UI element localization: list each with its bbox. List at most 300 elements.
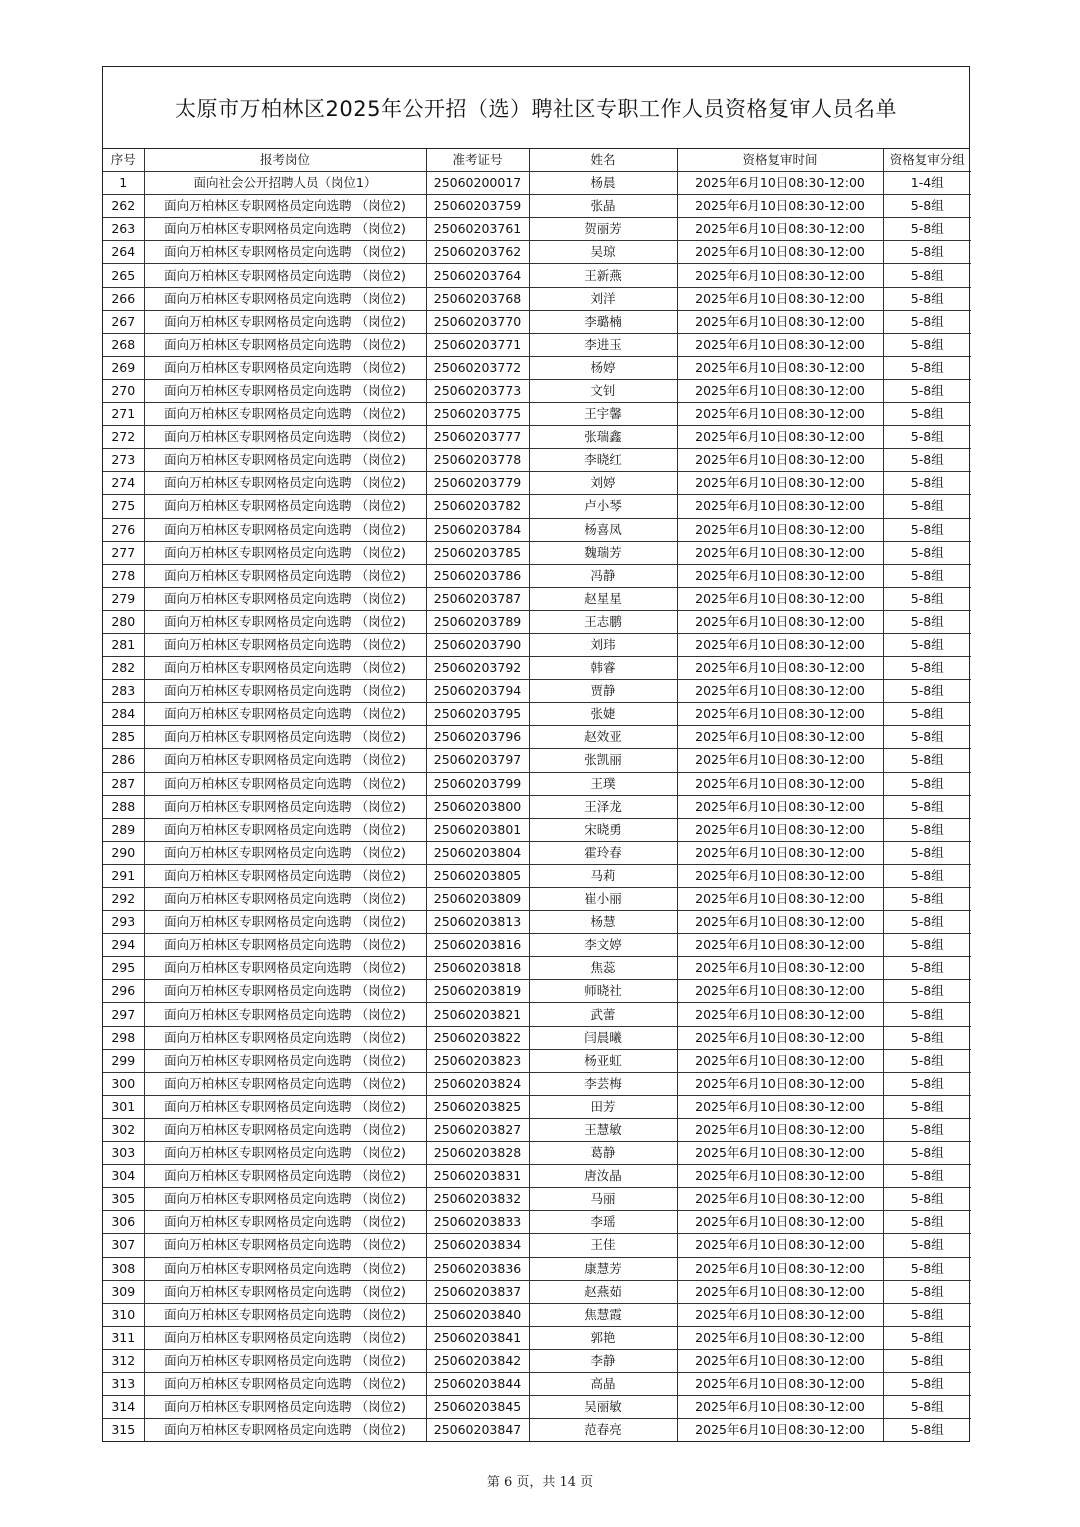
cell-index: 303 [103, 1142, 144, 1165]
cell-index: 302 [103, 1118, 144, 1141]
cell-position: 面向万柏林区专职网格员定向选聘 （岗位2) [144, 888, 426, 911]
cell-review-group: 5-8组 [883, 195, 971, 218]
cell-ticket-number: 25060203821 [426, 1003, 529, 1026]
cell-review-time: 2025年6月10日08:30-12:00 [677, 818, 883, 841]
cell-review-group: 5-8组 [883, 1419, 971, 1442]
cell-review-group: 5-8组 [883, 888, 971, 911]
cell-review-group: 5-8组 [883, 541, 971, 564]
cell-review-group: 5-8组 [883, 772, 971, 795]
cell-index: 281 [103, 633, 144, 656]
table-row [103, 310, 971, 333]
cell-name: 王宇馨 [529, 403, 677, 426]
cell-review-group: 5-8组 [883, 518, 971, 541]
cell-position: 面向万柏林区专职网格员定向选聘 （岗位2) [144, 657, 426, 680]
cell-review-time: 2025年6月10日08:30-12:00 [677, 864, 883, 887]
cell-position: 面向万柏林区专职网格员定向选聘 （岗位2) [144, 587, 426, 610]
cell-position: 面向万柏林区专职网格员定向选聘 （岗位2) [144, 934, 426, 957]
cell-position: 面向社会公开招聘人员（岗位1） [144, 172, 426, 195]
cell-position: 面向万柏林区专职网格员定向选聘 （岗位2) [144, 1280, 426, 1303]
cell-index: 299 [103, 1049, 144, 1072]
header-name: 姓名 [529, 149, 677, 172]
table-row [103, 1142, 971, 1165]
table-row [103, 1072, 971, 1095]
cell-review-group: 5-8组 [883, 218, 971, 241]
cell-name: 魏瑞芳 [529, 541, 677, 564]
cell-position: 面向万柏林区专职网格员定向选聘 （岗位2) [144, 564, 426, 587]
cell-name: 高晶 [529, 1372, 677, 1395]
cell-review-group: 5-8组 [883, 1280, 971, 1303]
cell-index: 313 [103, 1372, 144, 1395]
cell-ticket-number: 25060203844 [426, 1372, 529, 1395]
cell-name: 唐汝晶 [529, 1165, 677, 1188]
header-position: 报考岗位 [144, 149, 426, 172]
cell-ticket-number: 25060203792 [426, 657, 529, 680]
cell-position: 面向万柏林区专职网格员定向选聘 （岗位2) [144, 518, 426, 541]
table-row [103, 864, 971, 887]
table-row [103, 1372, 971, 1395]
cell-position: 面向万柏林区专职网格员定向选聘 （岗位2) [144, 1211, 426, 1234]
table-row [103, 680, 971, 703]
cell-index: 272 [103, 426, 144, 449]
table-row [103, 1280, 971, 1303]
cell-name: 闫晨曦 [529, 1026, 677, 1049]
cell-position: 面向万柏林区专职网格员定向选聘 （岗位2) [144, 1188, 426, 1211]
cell-ticket-number: 25060203786 [426, 564, 529, 587]
cell-index: 270 [103, 379, 144, 402]
cell-review-time: 2025年6月10日08:30-12:00 [677, 1095, 883, 1118]
cell-position: 面向万柏林区专职网格员定向选聘 （岗位2) [144, 772, 426, 795]
cell-review-time: 2025年6月10日08:30-12:00 [677, 1165, 883, 1188]
cell-name: 张晶 [529, 195, 677, 218]
cell-review-group: 5-8组 [883, 564, 971, 587]
cell-name: 杨慧 [529, 911, 677, 934]
cell-position: 面向万柏林区专职网格员定向选聘 （岗位2) [144, 980, 426, 1003]
cell-review-time: 2025年6月10日08:30-12:00 [677, 1419, 883, 1442]
cell-ticket-number: 25060203759 [426, 195, 529, 218]
cell-name: 崔小丽 [529, 888, 677, 911]
cell-name: 刘婷 [529, 472, 677, 495]
table-row [103, 172, 971, 195]
cell-position: 面向万柏林区专职网格员定向选聘 （岗位2) [144, 264, 426, 287]
cell-review-time: 2025年6月10日08:30-12:00 [677, 610, 883, 633]
cell-index: 288 [103, 795, 144, 818]
cell-ticket-number: 25060203782 [426, 495, 529, 518]
cell-name: 李静 [529, 1349, 677, 1372]
cell-review-time: 2025年6月10日08:30-12:00 [677, 172, 883, 195]
cell-review-group: 5-8组 [883, 1026, 971, 1049]
cell-name: 贾静 [529, 680, 677, 703]
cell-position: 面向万柏林区专职网格员定向选聘 （岗位2) [144, 957, 426, 980]
cell-ticket-number: 25060203789 [426, 610, 529, 633]
table-row [103, 1003, 971, 1026]
cell-index: 268 [103, 333, 144, 356]
cell-position: 面向万柏林区专职网格员定向选聘 （岗位2) [144, 472, 426, 495]
cell-position: 面向万柏林区专职网格员定向选聘 （岗位2) [144, 449, 426, 472]
cell-review-time: 2025年6月10日08:30-12:00 [677, 1003, 883, 1026]
cell-review-time: 2025年6月10日08:30-12:00 [677, 541, 883, 564]
cell-position: 面向万柏林区专职网格员定向选聘 （岗位2) [144, 1419, 426, 1442]
cell-review-group: 1-4组 [883, 172, 971, 195]
cell-ticket-number: 25060203773 [426, 379, 529, 402]
cell-position: 面向万柏林区专职网格员定向选聘 （岗位2) [144, 426, 426, 449]
table-row [103, 726, 971, 749]
cell-position: 面向万柏林区专职网格员定向选聘 （岗位2) [144, 241, 426, 264]
table-row [103, 1349, 971, 1372]
cell-ticket-number: 25060203819 [426, 980, 529, 1003]
table-row [103, 426, 971, 449]
cell-review-group: 5-8组 [883, 1165, 971, 1188]
cell-review-group: 5-8组 [883, 841, 971, 864]
table-row [103, 1234, 971, 1257]
cell-index: 301 [103, 1095, 144, 1118]
cell-ticket-number: 25060203762 [426, 241, 529, 264]
cell-ticket-number: 25060203833 [426, 1211, 529, 1234]
cell-name: 张瑞鑫 [529, 426, 677, 449]
cell-position: 面向万柏林区专职网格员定向选聘 （岗位2) [144, 287, 426, 310]
page-footer: 第 6 页，共 14 页 [486, 1475, 594, 1490]
cell-index: 309 [103, 1280, 144, 1303]
cell-review-group: 5-8组 [883, 1049, 971, 1072]
cell-ticket-number: 25060203828 [426, 1142, 529, 1165]
cell-name: 卢小琴 [529, 495, 677, 518]
cell-review-group: 5-8组 [883, 1211, 971, 1234]
cell-position: 面向万柏林区专职网格员定向选聘 （岗位2) [144, 726, 426, 749]
cell-ticket-number: 25060203787 [426, 587, 529, 610]
cell-index: 311 [103, 1326, 144, 1349]
cell-review-time: 2025年6月10日08:30-12:00 [677, 1326, 883, 1349]
cell-review-group: 5-8组 [883, 403, 971, 426]
cell-review-time: 2025年6月10日08:30-12:00 [677, 680, 883, 703]
table-row [103, 541, 971, 564]
cell-name: 李进玉 [529, 333, 677, 356]
cell-name: 王慧敏 [529, 1118, 677, 1141]
cell-ticket-number: 25060203785 [426, 541, 529, 564]
cell-name: 康慧芳 [529, 1257, 677, 1280]
cell-ticket-number: 25060203840 [426, 1303, 529, 1326]
cell-ticket-number: 25060203799 [426, 772, 529, 795]
cell-name: 葛静 [529, 1142, 677, 1165]
table-row [103, 1165, 971, 1188]
table-row [103, 957, 971, 980]
cell-ticket-number: 25060203837 [426, 1280, 529, 1303]
cell-position: 面向万柏林区专职网格员定向选聘 （岗位2) [144, 680, 426, 703]
candidate-table [103, 149, 971, 1441]
cell-index: 307 [103, 1234, 144, 1257]
cell-index: 276 [103, 518, 144, 541]
cell-ticket-number: 25060203831 [426, 1165, 529, 1188]
table-row [103, 911, 971, 934]
cell-index: 282 [103, 657, 144, 680]
table-row [103, 1049, 971, 1072]
cell-name: 刘玮 [529, 633, 677, 656]
cell-review-group: 5-8组 [883, 1188, 971, 1211]
cell-review-group: 5-8组 [883, 1303, 971, 1326]
cell-review-time: 2025年6月10日08:30-12:00 [677, 403, 883, 426]
table-row [103, 818, 971, 841]
cell-name: 王璞 [529, 772, 677, 795]
cell-position: 面向万柏林区专职网格员定向选聘 （岗位2) [144, 1396, 426, 1419]
cell-index: 305 [103, 1188, 144, 1211]
table-row [103, 703, 971, 726]
cell-review-time: 2025年6月10日08:30-12:00 [677, 356, 883, 379]
cell-review-group: 5-8组 [883, 980, 971, 1003]
cell-review-group: 5-8组 [883, 795, 971, 818]
table-row [103, 287, 971, 310]
cell-name: 王佳 [529, 1234, 677, 1257]
cell-ticket-number: 25060203784 [426, 518, 529, 541]
cell-name: 王泽龙 [529, 795, 677, 818]
table-row [103, 495, 971, 518]
cell-position: 面向万柏林区专职网格员定向选聘 （岗位2) [144, 1072, 426, 1095]
cell-name: 郭艳 [529, 1326, 677, 1349]
cell-position: 面向万柏林区专职网格员定向选聘 （岗位2) [144, 818, 426, 841]
cell-index: 300 [103, 1072, 144, 1095]
cell-ticket-number: 25060203761 [426, 218, 529, 241]
table-row [103, 795, 971, 818]
cell-ticket-number: 25060203834 [426, 1234, 529, 1257]
cell-review-time: 2025年6月10日08:30-12:00 [677, 564, 883, 587]
cell-index: 314 [103, 1396, 144, 1419]
cell-review-time: 2025年6月10日08:30-12:00 [677, 1396, 883, 1419]
cell-review-time: 2025年6月10日08:30-12:00 [677, 1142, 883, 1165]
cell-review-group: 5-8组 [883, 472, 971, 495]
cell-index: 262 [103, 195, 144, 218]
cell-name: 刘洋 [529, 287, 677, 310]
document-sheet [102, 66, 970, 1442]
cell-review-time: 2025年6月10日08:30-12:00 [677, 1257, 883, 1280]
cell-review-time: 2025年6月10日08:30-12:00 [677, 264, 883, 287]
cell-ticket-number: 25060203768 [426, 287, 529, 310]
table-row [103, 518, 971, 541]
cell-ticket-number: 25060203836 [426, 1257, 529, 1280]
cell-index: 274 [103, 472, 144, 495]
cell-review-group: 5-8组 [883, 818, 971, 841]
cell-index: 279 [103, 587, 144, 610]
cell-review-group: 5-8组 [883, 1072, 971, 1095]
table-row [103, 333, 971, 356]
cell-ticket-number: 25060203813 [426, 911, 529, 934]
cell-name: 田芳 [529, 1095, 677, 1118]
table-row [103, 403, 971, 426]
cell-index: 310 [103, 1303, 144, 1326]
table-row [103, 934, 971, 957]
cell-ticket-number: 25060203771 [426, 333, 529, 356]
cell-name: 武蕾 [529, 1003, 677, 1026]
cell-index: 266 [103, 287, 144, 310]
cell-position: 面向万柏林区专职网格员定向选聘 （岗位2) [144, 749, 426, 772]
table-row [103, 610, 971, 633]
header-index: 序号 [103, 149, 144, 172]
cell-review-time: 2025年6月10日08:30-12:00 [677, 1349, 883, 1372]
cell-review-group: 5-8组 [883, 1118, 971, 1141]
cell-ticket-number: 25060203778 [426, 449, 529, 472]
cell-position: 面向万柏林区专职网格员定向选聘 （岗位2) [144, 795, 426, 818]
cell-ticket-number: 25060203794 [426, 680, 529, 703]
cell-ticket-number: 25060203779 [426, 472, 529, 495]
cell-name: 吴琼 [529, 241, 677, 264]
cell-index: 278 [103, 564, 144, 587]
cell-position: 面向万柏林区专职网格员定向选聘 （岗位2) [144, 1165, 426, 1188]
cell-ticket-number: 25060203795 [426, 703, 529, 726]
cell-name: 李璐楠 [529, 310, 677, 333]
cell-review-time: 2025年6月10日08:30-12:00 [677, 287, 883, 310]
cell-index: 284 [103, 703, 144, 726]
cell-ticket-number: 25060203832 [426, 1188, 529, 1211]
table-row [103, 1095, 971, 1118]
cell-review-time: 2025年6月10日08:30-12:00 [677, 587, 883, 610]
cell-ticket-number: 25060203772 [426, 356, 529, 379]
table-row [103, 1303, 971, 1326]
cell-position: 面向万柏林区专职网格员定向选聘 （岗位2) [144, 1142, 426, 1165]
cell-position: 面向万柏林区专职网格员定向选聘 （岗位2) [144, 633, 426, 656]
cell-position: 面向万柏林区专职网格员定向选聘 （岗位2) [144, 195, 426, 218]
cell-name: 李晓红 [529, 449, 677, 472]
cell-ticket-number: 25060203800 [426, 795, 529, 818]
cell-ticket-number: 25060203770 [426, 310, 529, 333]
cell-index: 295 [103, 957, 144, 980]
cell-review-time: 2025年6月10日08:30-12:00 [677, 772, 883, 795]
cell-review-time: 2025年6月10日08:30-12:00 [677, 1072, 883, 1095]
cell-review-group: 5-8组 [883, 1095, 971, 1118]
cell-review-group: 5-8组 [883, 726, 971, 749]
cell-ticket-number: 25060203816 [426, 934, 529, 957]
cell-name: 李文婷 [529, 934, 677, 957]
cell-name: 张凯丽 [529, 749, 677, 772]
cell-review-time: 2025年6月10日08:30-12:00 [677, 911, 883, 934]
cell-review-time: 2025年6月10日08:30-12:00 [677, 1280, 883, 1303]
cell-ticket-number: 25060203775 [426, 403, 529, 426]
cell-review-group: 5-8组 [883, 449, 971, 472]
cell-index: 271 [103, 403, 144, 426]
cell-name: 张婕 [529, 703, 677, 726]
cell-review-group: 5-8组 [883, 749, 971, 772]
cell-index: 312 [103, 1349, 144, 1372]
cell-index: 265 [103, 264, 144, 287]
cell-position: 面向万柏林区专职网格员定向选聘 （岗位2) [144, 1095, 426, 1118]
cell-review-group: 5-8组 [883, 1142, 971, 1165]
cell-index: 285 [103, 726, 144, 749]
cell-review-group: 5-8组 [883, 495, 971, 518]
cell-review-group: 5-8组 [883, 1257, 971, 1280]
cell-ticket-number: 25060203790 [426, 633, 529, 656]
cell-position: 面向万柏林区专职网格员定向选聘 （岗位2) [144, 911, 426, 934]
cell-index: 1 [103, 172, 144, 195]
header-review-group: 资格复审分组 [883, 149, 971, 172]
table-row [103, 379, 971, 402]
cell-review-time: 2025年6月10日08:30-12:00 [677, 841, 883, 864]
cell-review-group: 5-8组 [883, 1326, 971, 1349]
cell-index: 277 [103, 541, 144, 564]
cell-review-time: 2025年6月10日08:30-12:00 [677, 749, 883, 772]
cell-position: 面向万柏林区专职网格员定向选聘 （岗位2) [144, 1003, 426, 1026]
cell-review-group: 5-8组 [883, 1003, 971, 1026]
cell-index: 298 [103, 1026, 144, 1049]
table-row [103, 841, 971, 864]
cell-position: 面向万柏林区专职网格员定向选聘 （岗位2) [144, 1026, 426, 1049]
cell-review-time: 2025年6月10日08:30-12:00 [677, 1049, 883, 1072]
cell-review-time: 2025年6月10日08:30-12:00 [677, 449, 883, 472]
cell-position: 面向万柏林区专职网格员定向选聘 （岗位2) [144, 310, 426, 333]
cell-ticket-number: 25060203822 [426, 1026, 529, 1049]
table-header-row [103, 149, 971, 172]
cell-ticket-number: 25060203801 [426, 818, 529, 841]
cell-index: 289 [103, 818, 144, 841]
cell-index: 273 [103, 449, 144, 472]
cell-ticket-number: 25060203847 [426, 1419, 529, 1442]
cell-review-group: 5-8组 [883, 264, 971, 287]
header-review-time: 资格复审时间 [677, 149, 883, 172]
cell-review-time: 2025年6月10日08:30-12:00 [677, 957, 883, 980]
cell-review-group: 5-8组 [883, 633, 971, 656]
cell-review-time: 2025年6月10日08:30-12:00 [677, 495, 883, 518]
cell-index: 287 [103, 772, 144, 795]
cell-position: 面向万柏林区专职网格员定向选聘 （岗位2) [144, 1049, 426, 1072]
cell-position: 面向万柏林区专职网格员定向选聘 （岗位2) [144, 1303, 426, 1326]
cell-review-time: 2025年6月10日08:30-12:00 [677, 333, 883, 356]
cell-review-group: 5-8组 [883, 680, 971, 703]
cell-review-group: 5-8组 [883, 610, 971, 633]
table-row [103, 657, 971, 680]
cell-review-time: 2025年6月10日08:30-12:00 [677, 703, 883, 726]
table-row [103, 241, 971, 264]
cell-review-time: 2025年6月10日08:30-12:00 [677, 934, 883, 957]
cell-name: 范春亮 [529, 1419, 677, 1442]
cell-ticket-number: 25060200017 [426, 172, 529, 195]
cell-ticket-number: 25060203818 [426, 957, 529, 980]
cell-name: 马丽 [529, 1188, 677, 1211]
cell-name: 吴丽敏 [529, 1396, 677, 1419]
cell-index: 286 [103, 749, 144, 772]
cell-position: 面向万柏林区专职网格员定向选聘 （岗位2) [144, 1372, 426, 1395]
cell-review-time: 2025年6月10日08:30-12:00 [677, 726, 883, 749]
cell-index: 264 [103, 241, 144, 264]
cell-position: 面向万柏林区专职网格员定向选聘 （岗位2) [144, 1326, 426, 1349]
table-row [103, 1419, 971, 1442]
cell-index: 296 [103, 980, 144, 1003]
cell-position: 面向万柏林区专职网格员定向选聘 （岗位2) [144, 218, 426, 241]
table-row [103, 195, 971, 218]
cell-index: 275 [103, 495, 144, 518]
cell-review-time: 2025年6月10日08:30-12:00 [677, 1303, 883, 1326]
cell-review-time: 2025年6月10日08:30-12:00 [677, 518, 883, 541]
cell-review-time: 2025年6月10日08:30-12:00 [677, 1188, 883, 1211]
cell-review-time: 2025年6月10日08:30-12:00 [677, 795, 883, 818]
cell-index: 267 [103, 310, 144, 333]
cell-review-group: 5-8组 [883, 241, 971, 264]
cell-name: 焦慧霞 [529, 1303, 677, 1326]
cell-review-group: 5-8组 [883, 657, 971, 680]
cell-review-time: 2025年6月10日08:30-12:00 [677, 195, 883, 218]
cell-position: 面向万柏林区专职网格员定向选聘 （岗位2) [144, 610, 426, 633]
cell-position: 面向万柏林区专职网格员定向选聘 （岗位2) [144, 1349, 426, 1372]
table-row [103, 218, 971, 241]
cell-review-group: 5-8组 [883, 426, 971, 449]
cell-index: 269 [103, 356, 144, 379]
cell-position: 面向万柏林区专职网格员定向选聘 （岗位2) [144, 356, 426, 379]
cell-position: 面向万柏林区专职网格员定向选聘 （岗位2) [144, 379, 426, 402]
cell-name: 韩睿 [529, 657, 677, 680]
cell-index: 292 [103, 888, 144, 911]
cell-review-time: 2025年6月10日08:30-12:00 [677, 888, 883, 911]
cell-ticket-number: 25060203827 [426, 1118, 529, 1141]
table-body [103, 172, 971, 1442]
cell-review-time: 2025年6月10日08:30-12:00 [677, 379, 883, 402]
cell-review-time: 2025年6月10日08:30-12:00 [677, 1118, 883, 1141]
cell-position: 面向万柏林区专职网格员定向选聘 （岗位2) [144, 1234, 426, 1257]
cell-index: 304 [103, 1165, 144, 1188]
cell-ticket-number: 25060203764 [426, 264, 529, 287]
cell-name: 李瑶 [529, 1211, 677, 1234]
